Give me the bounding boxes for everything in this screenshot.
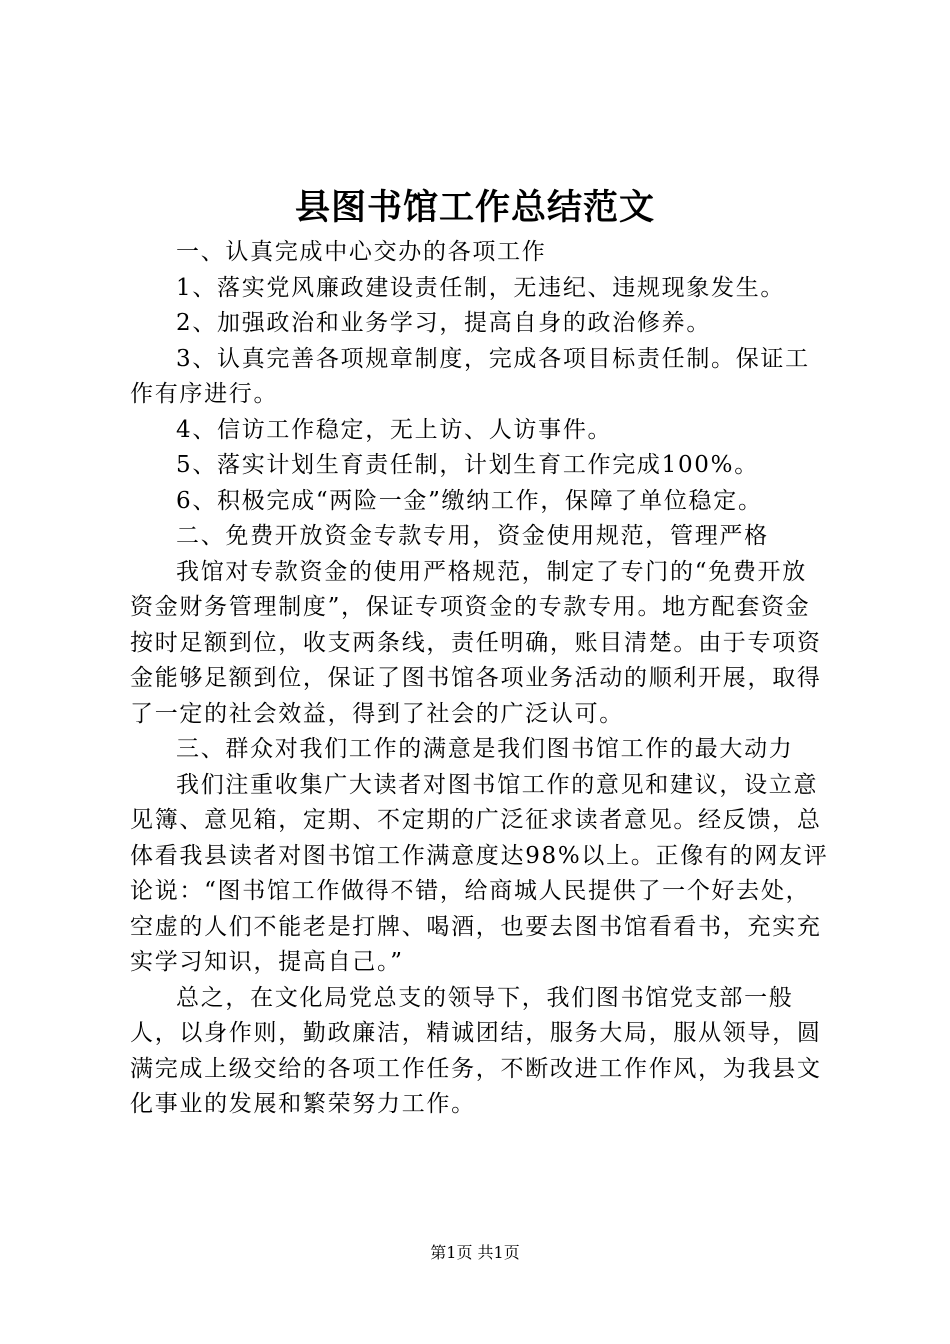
list-item-1: 1、落实党风廉政建设责任制，无违纪、违规现象发生。: [176, 274, 786, 301]
document-body: [130, 235, 830, 1123]
body-paragraph-conclusion: 总之，在文化局党总支的领导下，我们图书馆党支部一般人，以身作则，勤政廉洁，精诚团结，服务大局，服从领导，圆满完成上级交给的各项工作任务，不断改进工作作风，为我县文化事业的发展和繁荣努力工作。: [130, 984, 822, 1117]
list-item-5: 5、落实计划生育责任制，计划生育工作完成100%。: [176, 452, 759, 478]
section-heading-2: 二、免费开放资金专款专用，资金使用规范，管理严格: [176, 523, 769, 549]
list-item-6: 6、积极完成“两险一金”缴纳工作，保障了单位稳定。: [176, 487, 763, 514]
section-heading-1: 一、认真完成中心交办的各项工作: [176, 239, 547, 265]
body-paragraph-funds: 我馆对专款资金的使用严格规范，制定了专门的“免费开放资金财务管理制度”，保证专项资金的专款专用。地方配套资金按时足额到位，收支两条线，责任明确，账目清楚。由于专项资金能够足额到位，保证了图书馆各项业务活动的顺利开展，取得了一定的社会效益，得到了社会的广泛认可。: [130, 558, 822, 727]
list-item-2: 2、加强政治和业务学习，提高自身的政治修养。: [176, 310, 712, 336]
body-paragraph-feedback: 我们注重收集广大读者对图书馆工作的意见和建议，设立意见簿、意见箱，定期、不定期的广泛征求读者意见。经反馈，总体看我县读者对图书馆工作满意度达98%以上。正像有的网友评论说：“图书馆工作做得不错，给商城人民提供了一个好去处，空虚的人们不能老是打牌、喝酒，也要去图书馆看看书，充实充实学习知识，提高自己。”: [130, 771, 829, 975]
list-item-4: 4、信访工作稳定，无上访、人访事件。: [176, 416, 613, 443]
document-title: 县图书馆工作总结范文: [294, 187, 655, 228]
page-footer: 第1页 共1页: [430, 1243, 520, 1262]
list-item-3: 3、认真完善各项规章制度，完成各项目标责任制。保证工作有序进行。: [130, 345, 810, 407]
section-heading-3: 三、群众对我们工作的满意是我们图书馆工作的最大动力: [176, 736, 794, 762]
